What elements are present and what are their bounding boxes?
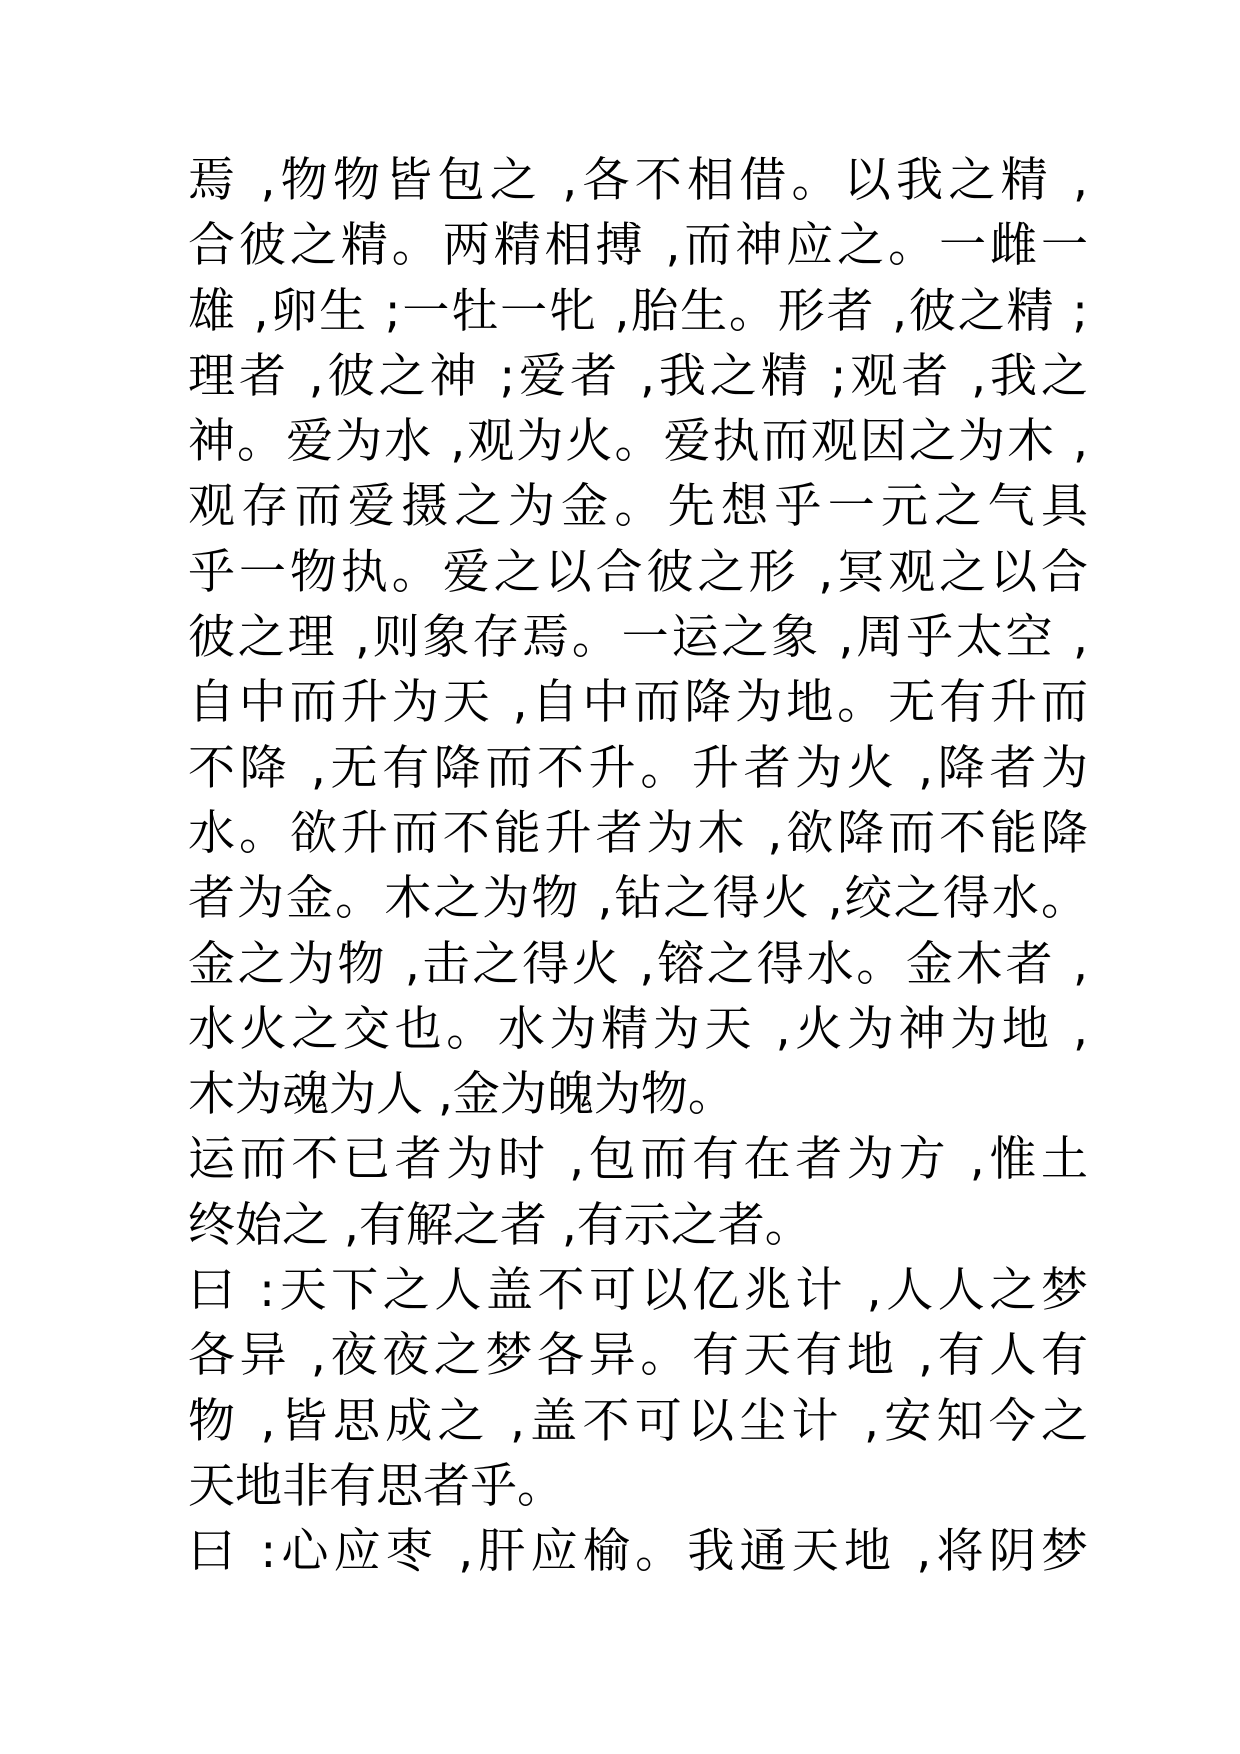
text-line: 曰 :天下之人盖不可以亿兆计 ,人人之梦 — [188, 1263, 1088, 1319]
text-line: 彼之理 ,则象存焉。一运之象 ,周乎太空 , — [188, 610, 1088, 666]
text-line: 神。爱为水 ,观为火。爱执而观因之为木 , — [188, 414, 1088, 470]
text-line: 水火之交也。水为精为天 ,火为神为地 , — [188, 1001, 1088, 1057]
text-line: 理者 ,彼之神 ;爱者 ,我之精 ;观者 ,我之 — [188, 348, 1088, 404]
text-line: 水。欲升而不能升者为木 ,欲降而不能降 — [188, 805, 1088, 861]
text-line: 者为金。木之为物 ,钻之得火 ,绞之得水。 — [188, 871, 1088, 927]
paragraph-end-line: 天地非有思者乎。 — [188, 1458, 564, 1514]
text-line: 合彼之精。两精相搏 ,而神应之。一雌一 — [188, 218, 1088, 274]
text-line: 焉 ,物物皆包之 ,各不相借。以我之精 , — [188, 153, 1088, 208]
paragraph-end-line: 木为魂为人 ,金为魄为物。 — [188, 1067, 735, 1123]
paragraph-end-line: 终始之 ,有解之者 ,有示之者。 — [188, 1197, 812, 1253]
text-line: 物 ,皆思成之 ,盖不可以尘计 ,安知今之 — [188, 1393, 1088, 1449]
text-line: 观存而爱摄之为金。先想乎一元之气具 — [188, 479, 1088, 535]
text-line: 金之为物 ,击之得火 ,镕之得水。金木者 , — [188, 936, 1088, 992]
text-line: 自中而升为天 ,自中而降为地。无有升而 — [188, 675, 1088, 731]
text-line: 曰 :心应枣 ,肝应榆。我通天地 ,将阴梦 — [188, 1524, 1088, 1580]
text-line: 乎一物执。爱之以合彼之形 ,冥观之以合 — [188, 544, 1088, 600]
text-line: 运而不已者为时 ,包而有在者为方 ,惟土 — [188, 1132, 1088, 1188]
text-line: 各异 ,夜夜之梦各异。有天有地 ,有人有 — [188, 1328, 1088, 1384]
text-line: 不降 ,无有降而不升。升者为火 ,降者为 — [188, 740, 1088, 796]
body-text — [188, 148, 1088, 1585]
text-line: 雄 ,卵生 ;一牡一牝 ,胎生。形者 ,彼之精 ; — [188, 283, 1088, 339]
